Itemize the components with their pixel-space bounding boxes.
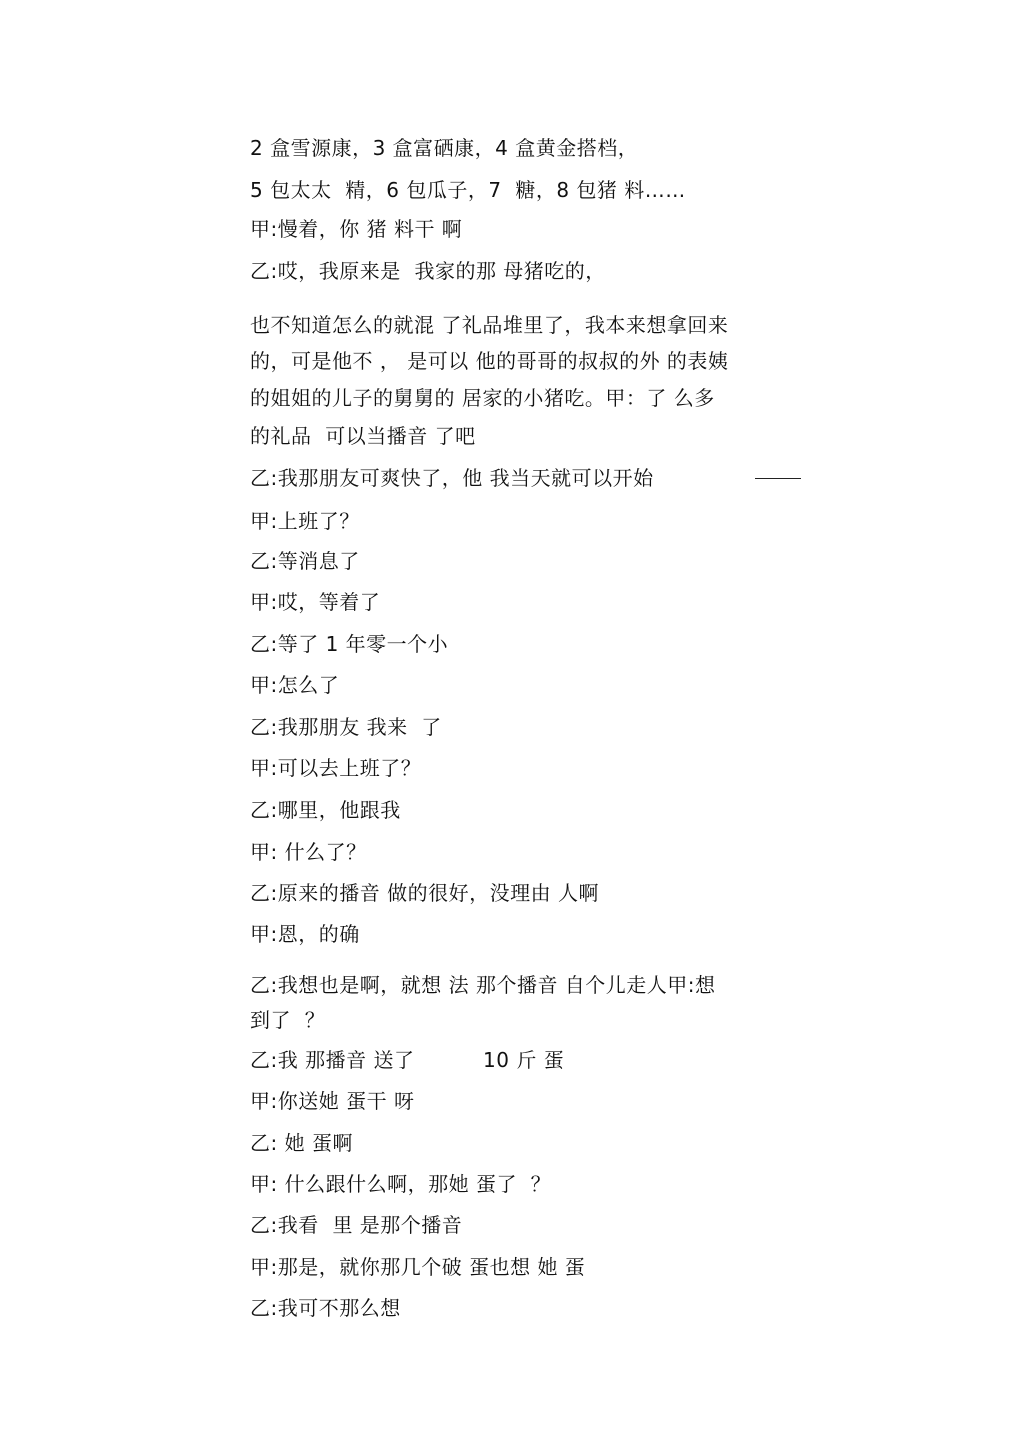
text-line: 甲:可以去上班了？ [250,756,422,780]
text-line: 也不知道怎么的就混 了礼品堆里了，我本来想拿回来 [250,313,729,337]
text-line: 乙:等了 1 年零一个小 [250,632,449,656]
text-line: 乙:哪里，他跟我 [250,798,401,822]
text-line: 乙:我看 里 是那个播音 [250,1213,463,1237]
dash-rule [755,478,801,479]
text-line: 乙:我那朋友 我来 了 [250,715,442,739]
text-line: 乙:我可不那么想 [250,1296,401,1320]
text-line: 乙:我 那播音 送了 10 斤 蛋 [250,1048,565,1072]
text-line: 乙:等消息了 [250,549,360,573]
text-line: 的礼品 可以当播音 了吧 [250,424,476,448]
text-line: 乙: 她 蛋啊 [250,1131,353,1155]
text-line: 的姐姐的儿子的舅舅的 居家的小猪吃。甲：了 么多 [250,386,715,410]
text-line: 甲:那是，就你那几个破 蛋也想 她 蛋 [250,1255,586,1279]
text-line: 甲:你送她 蛋干 呀 [250,1089,415,1113]
text-line: 甲: 什么跟什么啊，那她 蛋了 ？ [250,1172,552,1196]
text-line: 的，可是他不 ， 是可以 他的哥哥的叔叔的外 的表姨 [250,349,729,373]
text-line: 甲:上班了？ [250,509,360,533]
text-line: 乙:原来的播音 做的很好，没理由 人啊 [250,881,599,905]
text-line: 乙:哎，我原来是 我家的那 母猪吃的， [250,259,606,283]
text-line: 甲:慢着，你 猪 料干 啊 [250,217,463,241]
text-line: 甲:恩，的确 [250,922,360,946]
text-line: 乙:我那朋友可爽快了，他 我当天就可以开始 [250,466,654,490]
text-line: 到了 ？ [250,1008,326,1032]
text-line: 2 盒雪源康，3 盒富硒康，4 盒黄金搭档， [250,136,639,160]
text-line: 5 包太太 精，6 包瓜子，7 糖，8 包猪 料…… [250,178,686,202]
text-line: 乙:我想也是啊，就想 法 那个播音 自个儿走人甲:想 [250,973,716,997]
text-line: 甲:怎么了 [250,673,340,697]
text-line: 甲:哎，等着了 [250,590,381,614]
text-line: 甲: 什么了？ [250,840,367,864]
